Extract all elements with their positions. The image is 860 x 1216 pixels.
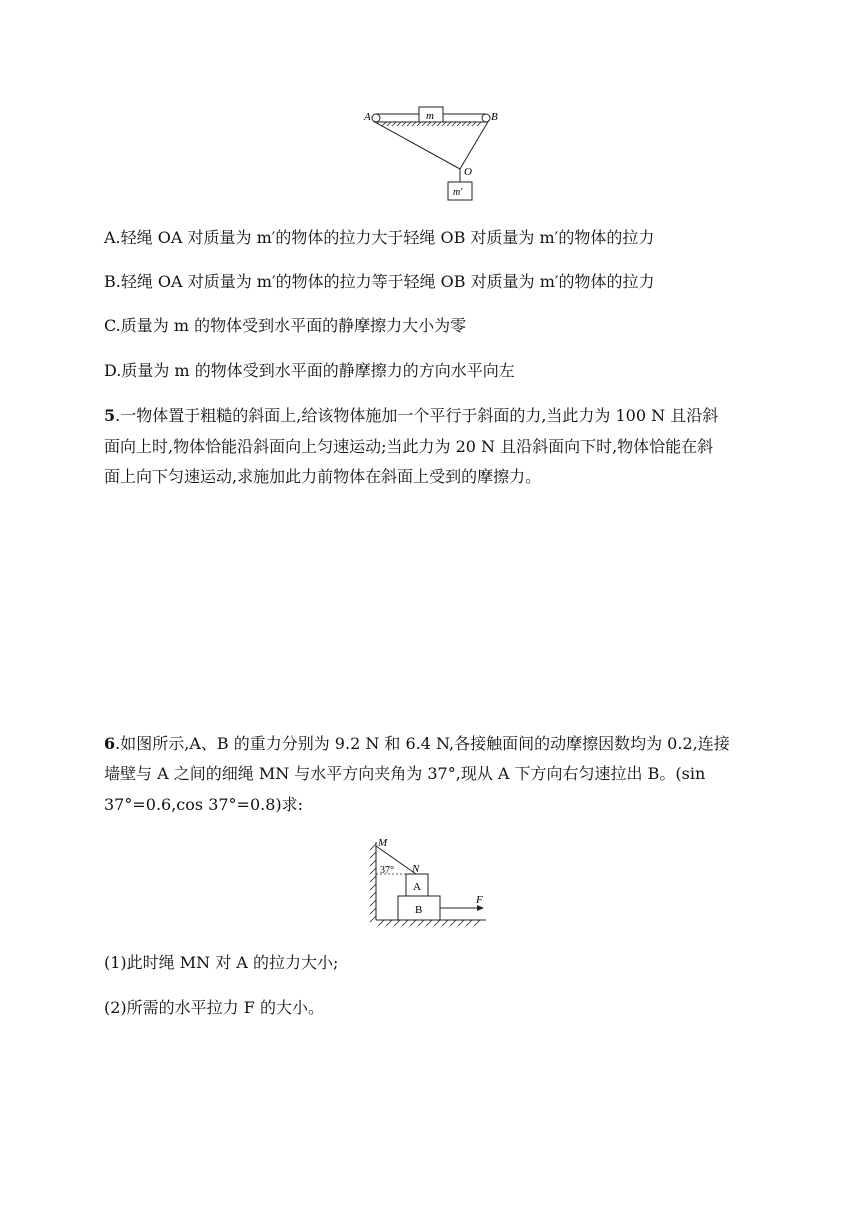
label-block-b: B (415, 904, 423, 916)
question-6-number: 6 (104, 734, 116, 753)
option-d: D.质量为 m 的物体受到水平面的静摩擦力的方向水平向左 (104, 361, 515, 380)
label-f: F (476, 894, 483, 906)
question-5-line-2: 面向上时,物体恰能沿斜面向上匀速运动;当此力为 20 N 且沿斜面向下时,物体恰能在斜 (104, 437, 714, 456)
label-m: m (426, 110, 434, 122)
label-m-prime: m′ (453, 187, 463, 198)
blocks-diagram (366, 836, 496, 928)
label-a: A (364, 111, 371, 123)
question-6-sub-1: (1)此时绳 MN 对 A 的拉力大小; (104, 953, 339, 972)
label-angle: 37° (380, 865, 394, 876)
label-b: B (491, 111, 498, 123)
question-5-line-1: 5.一物体置于粗糙的斜面上,给该物体施加一个平行于斜面的力,当此力为 100 N 且沿斜 (104, 406, 719, 425)
option-b: B.轻绳 OA 对质量为 m′的物体的拉力等于轻绳 OB 对质量为 m′的物体的拉力 (104, 272, 655, 291)
question-6-line-1: 6.如图所示,A、B 的重力分别为 9.2 N 和 6.4 N,各接触面间的动摩擦因数均为 0.2,连接 (104, 734, 730, 753)
question-5-line-3: 面上向下匀速运动,求施加此力前物体在斜面上受到的摩擦力。 (104, 467, 542, 486)
label-o: O (464, 166, 472, 178)
label-block-a: A (413, 881, 421, 893)
question-6-line-2: 墙壁与 A 之间的细绳 MN 与水平方向夹角为 37°,现从 A 下方向右匀速拉出 B。(sin (104, 764, 706, 783)
option-a: A.轻绳 OA 对质量为 m′的物体的拉力大于轻绳 OB 对质量为 m′的物体的拉力 (104, 228, 655, 247)
label-n: N (412, 863, 420, 875)
question-5-number: 5 (104, 406, 116, 425)
option-c: C.质量为 m 的物体受到水平面的静摩擦力大小为零 (104, 316, 467, 335)
pulley-diagram (360, 100, 510, 210)
question-6-line-3: 37°=0.6,cos 37°=0.8)求: (104, 795, 304, 814)
label-m-wall: M (378, 837, 388, 849)
question-6-sub-2: (2)所需的水平拉力 F 的大小。 (104, 998, 324, 1017)
